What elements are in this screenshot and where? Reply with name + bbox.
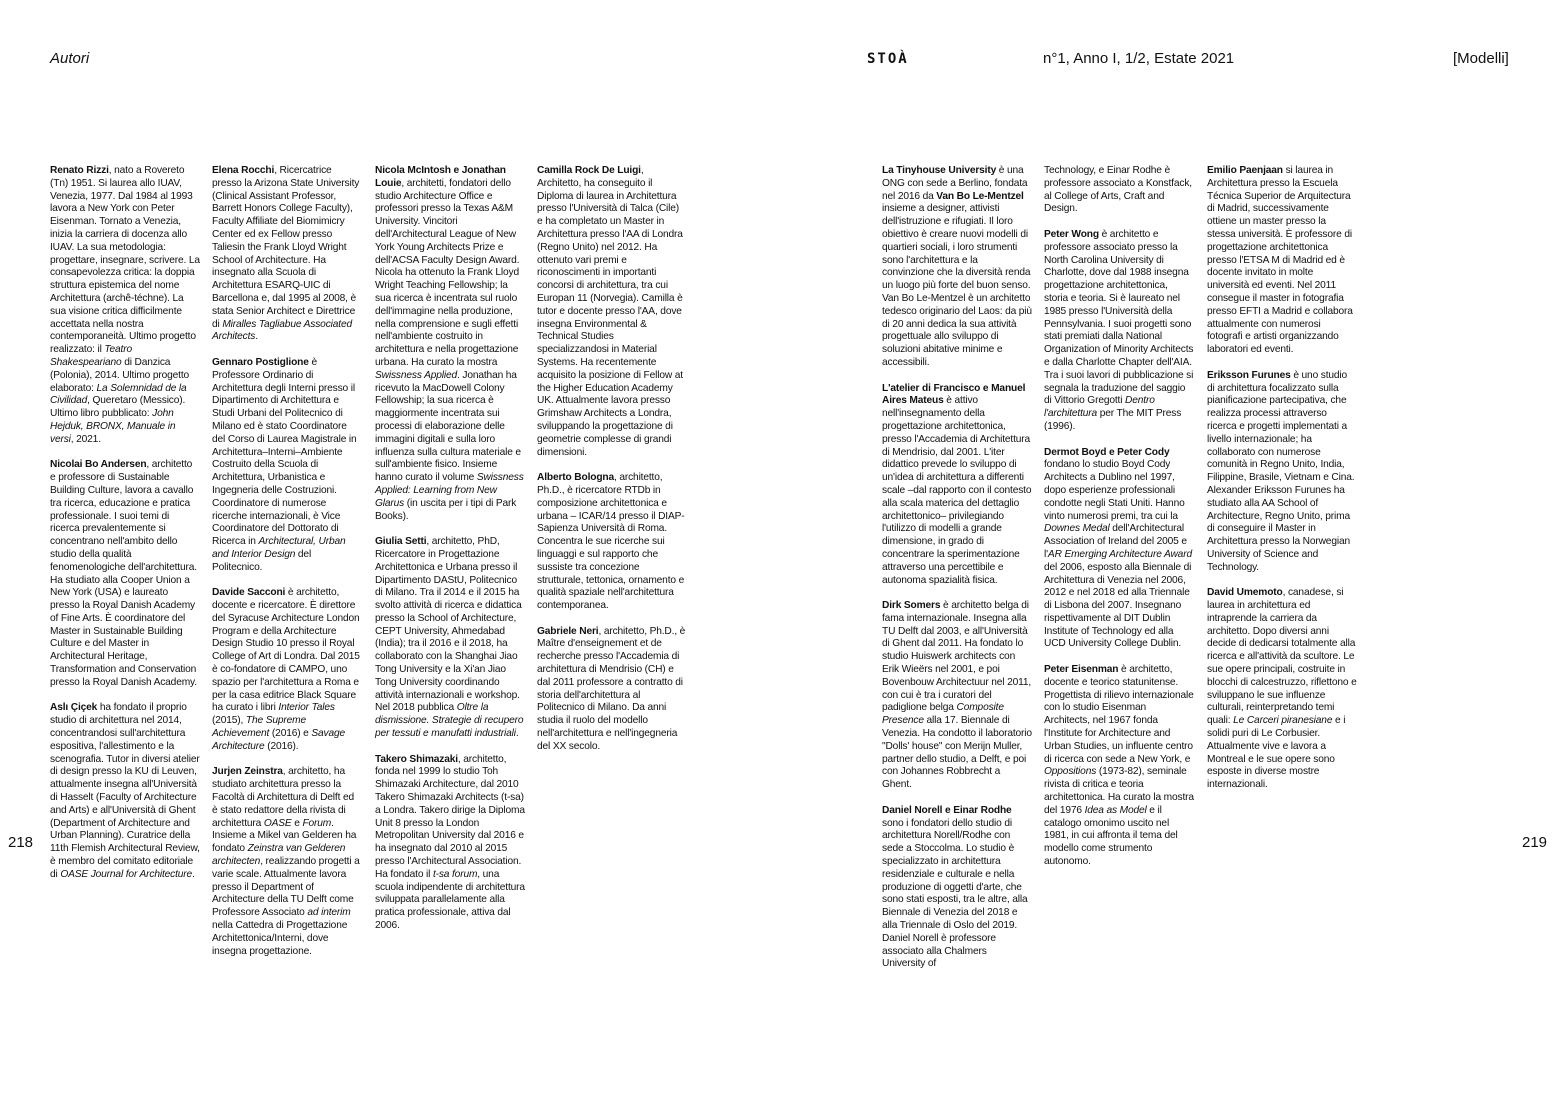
- bio-text: , una scuola indipendente di architettura sviluppata parallelamente alla pratica professionale, attiva dal 2006.: [375, 868, 525, 932]
- text-column-2: [212, 165, 362, 971]
- section-title: Autori: [50, 50, 90, 67]
- bio-paragraph: [212, 165, 362, 344]
- author-name: Nicola McIntosh e Jonathan Louie: [375, 165, 506, 189]
- bio-paragraph: [1207, 587, 1357, 792]
- bio-text: Technology, e Einar Rodhe è professore associato a Konstfack, al College of Arts, Craft and Design.: [1044, 165, 1192, 215]
- bio-paragraph: [537, 472, 687, 613]
- title-italic: AR Emerging Architecture Award: [1047, 548, 1192, 560]
- bio-text: di Danzica (Polonia), 2014. Ultimo progetto elaborato:: [50, 356, 190, 394]
- bio-text: e i solidi puri di Le Corbusier. Attualmente vive e lavora a Montreal e le sue opere sono esposte in diverse mostre internazionali.: [1207, 715, 1346, 791]
- page-number-right: 219: [1522, 834, 1548, 851]
- title-italic: Savage Architecture: [212, 728, 346, 752]
- author-name: La Tinyhouse University: [882, 165, 997, 176]
- title-italic: Swissness Applied: [375, 369, 458, 381]
- author-name: Gennaro Postiglione: [212, 356, 309, 368]
- bio-paragraph: [537, 165, 687, 459]
- title-italic: Teatro Shakespeariano: [50, 344, 132, 368]
- text-column-4: [537, 165, 687, 766]
- title-italic: Architectural, Urban and Interior Design: [212, 536, 346, 560]
- bio-text: , Queretaro (Messico). Ultimo libro pubblicato:: [50, 395, 186, 420]
- bio-text: , canadese, si laurea in architettura ed intraprende la carriera da architetto. Dopo diversi anni decide di dedicarsi totalmente alla ricerca e all'attività da scultore. Le sue opere principali, costruite in blocchi di calcestruzzo, riflettono e sviluppano le sue influenze culturali, reinterpretando temi quali:: [1207, 587, 1357, 727]
- bio-text: alla 17. Biennale di Venezia. Ha condotto il laboratorio "Dolls' house" con Merijn Muller, partner dello studio, a Delft, e poi con Johannes Robbrecht a Ghent.: [882, 715, 1032, 791]
- title-italic: Dentro l'architettura: [1044, 395, 1155, 420]
- bio-text: dell'Architectural Association of Ireland del 2005 e l': [1044, 523, 1187, 560]
- bio-text: .: [255, 331, 258, 343]
- author-name: Takero Shimazaki: [375, 753, 458, 765]
- bio-text: è architetto, docente e ricercatore. È direttore del Syracuse Architecture London Program e della Architecture Design Studio 10 presso il Royal College of Art di Londra. Dal 2015 è co-fondatore di CAMPO, uno spazio per l'architettura a Roma e per la casa editrice Black Square ha curato i libri: [212, 587, 360, 714]
- text-column-7: [1207, 165, 1357, 805]
- bio-text: è Professore Ordinario di Architettura degli Interni presso il Dipartimento di Architettura e Studi Urbani del Politecnico di Milano ed è stato Coordinatore del Corso di Laurea Magistrale in Architettura–Interni–Ambiente Costruito della Scuola di Architettura, Urbanistica e Ingegneria delle Costruzioni. Coordinatore di numerose ricerche internazionali, è Vice Coordinatore del Dottorato di Ricerca in: [212, 356, 357, 548]
- title-italic: Downes Medal: [1044, 523, 1110, 535]
- bio-paragraph: [375, 536, 525, 741]
- bio-text: , architetto, fonda nel 1999 lo studio Toh Shimazaki Architecture, dal 2010 Takero Shimazaki Architects (t-sa) a Londra. Takero dirige la Diploma Unit 8 presso la London Metropolitan University dal 2016 e ha insegnato dal 2010 al 2015 presso l'Architectural Association. Ha fondato il: [375, 753, 525, 880]
- bio-text: è architetto e professore associato presso la North Carolina University di Charlotte, dove dal 1988 insegna progettazione architettonica, storia e teoria. Si è laureato nel 1985 presso l'Università della Pennsylvania. I suoi progetti sono stati premiati dalla National Organization of Minority Architects e dalla Charlotte Chapter dell'AIA. Tra i suoi lavori di pubblicazione si segnala la traduzione del saggio di Vittorio Gregotti: [1044, 228, 1194, 407]
- issue-info: n°1, Anno I, 1/2, Estate 2021: [1043, 50, 1235, 67]
- bio-text: , Ricercatrice presso la Arizona State University (Clinical Assistant Professor, Barrett Honors College Faculty), Faculty Affiliate del Biomimicry Center ed ex Fellow presso Taliesin the Frank Lloyd Wright School of Architecture. Ha insegnato alla Scuola di Architettura ESARQ-UIC di Barcellona e, dal 1995 al 2008, è stata Senior Architect e Direttrice di: [212, 165, 360, 330]
- bio-text: .: [192, 868, 195, 880]
- author-name: Dermot Boyd e Peter Cody: [1044, 446, 1170, 458]
- bio-text: nella Cattedra di Progettazione Architettonica/Interni, dove insegna progettazione.: [212, 920, 348, 957]
- bio-paragraph: [1207, 165, 1357, 357]
- text-column-5: [882, 165, 1032, 984]
- bio-paragraph: [375, 754, 525, 933]
- author-name: Alberto Bologna: [537, 472, 614, 484]
- title-italic: Forum: [302, 817, 332, 829]
- title-italic: Miralles Tagliabue Associated Architects: [212, 318, 352, 343]
- title-italic: OASE Journal for Architecture: [60, 868, 193, 880]
- bio-text: è uno studio di architettura focalizzato sulla pianificazione partecipativa, che realizza processi attraverso ricerca e progetti implementati a livello internazionale; ha collaborato con numerose comunità in Regno Unito, India, Filippine, Brasile, Vietnam e Cina. Alexander Eriksson Furunes ha studiato alla AA School of Architecture, Regno Unito, prima di conseguire il Master in Architettura presso la Norwegian University of Science and Technology.: [1207, 369, 1355, 573]
- bio-text: è attivo nell'insegnamento della progettazione architettonica, presso l'Accademia di Architettura di Mendrisio, dal 2001. L'iter didattico prevede lo sviluppo di un'idea di architettura a differenti scale –dal rapporto con il contesto alla scala materica del dettaglio architettonico– privilegiando l'utilizzo di modelli a grande dimensione, in grado di concentrare la sperimentazione attraverso una percettibile e autonoma spazialità fisica.: [882, 395, 1032, 586]
- bio-text: ha fondato il proprio studio di architettura nel 2014, concentrandosi sull'architettura espositiva, l'allestimento e la scenografia. Tutor in diversi atelier di design presso la KU di Leuven, attualmente insegna all'Università di Hasselt (Faculty of Architecture and Arts) e all'Università di Ghent (Department of Architecture and Urban Planning). Curatrice della 11th Flemish Architectural Review, è membro del comitato editoriale di: [50, 702, 200, 880]
- bio-text: è una ONG con sede a Berlino, fondata nel 2016 da: [882, 165, 1028, 202]
- bio-text: , architetto, ha studiato architettura presso la Facoltà di Architettura di Delft ed è stato redattore della rivista di architettura: [212, 766, 354, 829]
- title-italic: ad interim: [307, 907, 351, 919]
- bio-text: è architetto belga di fama internazionale. Insegna alla TU Delft dal 2003, e all'Università di Ghent dal 2011. Ha fondato lo studio Huiswerk architects con Erik Wieërs nel 2001, e poi Bovenbouw Architectuur nel 2011, con cui è tra i curatori del padiglione belga: [882, 600, 1032, 714]
- bio-paragraph: [212, 357, 362, 575]
- author-name: Elena Rocchi: [212, 165, 275, 176]
- bio-text: , realizzando progetti a varie scale. Attualmente lavora presso il Department of Architecture della TU Delft come Professore Associato: [212, 856, 360, 919]
- title-italic: La Solemnidad de la Civilidad: [50, 382, 187, 407]
- bio-text: (2015),: [212, 715, 246, 727]
- bio-text: (in uscita per i tipi di Park Books).: [375, 497, 517, 522]
- author-name: Peter Wong: [1044, 228, 1099, 240]
- title-italic: Oltre la dismissione. Strategie di recupero per tessuti e manufatti industriali: [375, 702, 524, 740]
- title-italic: Composite Presence: [882, 702, 1004, 727]
- text-column-3: [375, 165, 525, 946]
- bio-paragraph: [1044, 664, 1194, 869]
- bio-text: , 2021.: [70, 433, 101, 445]
- author-name: Van Bo Le-Mentzel: [936, 190, 1024, 202]
- bio-paragraph: [50, 165, 200, 447]
- bio-paragraph: [50, 702, 200, 881]
- bio-text: del Politecnico.: [212, 548, 312, 573]
- author-name: Emilio Paenjaan: [1207, 165, 1283, 176]
- bio-text: si laurea in Architettura presso la Escuela Técnica Superior de Arquitectura di Madrid, successivamente ottiene un master presso la stessa università. È professore di progettazione architettonica presso l'ETSA M di Madrid ed è docente invitato in molte università ed eventi. Nel 2011 consegue il master in fotografia presso EFTI a Madrid e collabora attualmente con numerosi fotografi e artisti organizzando laboratori ed eventi.: [1207, 165, 1353, 356]
- bio-text: , nato a Rovereto (Tn) 1951. Si laurea allo IUAV, Venezia, 1977. Dal 1984 al 1993 lavora a New York con Peter Eisenman. Tornato a Venezia, inizia la carriera di docenza allo IUAV. La sua metodologia: progettare, insegnare, scrivere. La consapevolezza critica: la doppia struttura epistemica del nome Architettura (archê-téchne). La sua visione critica difficilmente accettata nella nostra contemporaneità. Ultimo progetto realizzato: il: [50, 165, 200, 356]
- bio-text: e: [291, 817, 303, 829]
- author-name: Francisco e Manuel Aires Mateus: [882, 382, 1026, 407]
- author-name: Jurjen Zeinstra: [212, 766, 283, 778]
- bio-text: fondano lo studio Boyd Cody Architects a Dublino nel 1997, dopo esperienze professionali condotte negli Stati Uniti. Hanno vinto numerosi premi, tra cui la: [1044, 459, 1185, 522]
- bio-text: , architetto, PhD, Ricercatore in Progettazione Architettonica e Urbana presso il Dipartimento DAStU, Politecnico di Milano. Tra il 2014 e il 2015 ha svolto attività di ricerca e didattica presso la School of Architecture, CEPT University, Ahmedabad (India); tra il 2016 e il 2018, ha collaborato con la Shanghai Jiao Tong University e la Xi'an Jiao Tong University coordinando attività internazionali e workshop. Nel 2018 pubblica: [375, 536, 522, 714]
- text-column-6: [1044, 165, 1194, 882]
- bio-text: (1973-82), seminale rivista di critica e teoria architettonica. Ha curato la mostra del 1976: [1044, 766, 1194, 816]
- author-name: Dirk Somers: [882, 600, 941, 612]
- journal-logo: STOÀ: [867, 51, 909, 67]
- category-label: [Modelli]: [1453, 50, 1509, 67]
- bio-text: è architetto, docente e teorico statunitense. Progettista di rilievo internazionale con lo studio Eisenman Architects, nel 1967 fonda l'Institute for Architecture and Urban Studies, un influente centro di ricerca con sede a New York, e: [1044, 664, 1194, 765]
- text-column-1: [50, 165, 200, 894]
- bio-text: , architetto, Ph.D., è Maître d'enseignement et de recherche presso l'Accademia di architettura di Mendrisio (CH) e dal 2011 professore a contratto di storia dell'architettura al Politecnico di Milano. Da anni studia il ruolo del modello nell'architettura e nell'ingegneria del XX secolo.: [537, 625, 686, 752]
- bio-paragraph: [1044, 447, 1194, 652]
- bio-paragraph: [1207, 370, 1357, 575]
- bio-paragraph: [882, 383, 1032, 588]
- bio-paragraph: [882, 600, 1032, 792]
- bio-text: , architetto e professore di Sustainable Building Culture, lavora a cavallo tra ricerca, educazione e pratica professionale. I suoi temi di ricerca prevalentemente si concentrano nell'ambito dello studio della qualità fenomenologiche dell'architettura. Ha studiato alla Cooper Union a New York (USA) e laureato presso la Royal Danish Academy of Fine Arts. È coordinatore del Master in Sustainable Building Culture e del Master in Architectural Heritage, Transformation and Conservation presso la Royal Danish Academy.: [50, 459, 197, 688]
- bio-text: (2016).: [264, 740, 299, 752]
- bio-text: . Jonathan ha ricevuto la MacDowell Colony Fellowship; la sua ricerca è maggiormente incentrata sui processi di elaborazione delle immagini digitali e sulla loro influenza sulla cultura materiale e sull'ambiente fisico. Insieme hanno curato il volume: [375, 369, 521, 484]
- bio-paragraph: [882, 805, 1032, 971]
- title-italic: t-sa forum: [432, 868, 478, 880]
- bio-text: sono i fondatori dello studio di architettura Norell/Rodhe con sede a Stoccolma. Lo studio è specializzato in architettura residenziale e culturale e nella produzione di oggetti d'arte, che sono stati esposti, tra le altre, alla Biennale di Venezia del 2018 e alla Triennale di Oslo del 2019. Daniel Norell è professore associato alla Chalmers University of: [882, 817, 1028, 970]
- title-italic: Interior Tales: [278, 702, 335, 714]
- author-name: Camilla Rock De Luigi: [537, 165, 641, 176]
- bio-text: del 2006, esposto alla Biennale di Architettura di Venezia nel 2006, 2012 e nel 2018 ed alla Triennale di Lisbona del 2007. Insegnano rispettivamente al DIT Dublin Institute of Technology ed alla UCD University College Dublin.: [1044, 561, 1192, 650]
- author-name: Davide Sacconi: [212, 587, 286, 599]
- page-number-left: 218: [8, 834, 34, 851]
- bio-paragraph: [375, 165, 525, 523]
- title-italic: John Hejduk, BRONX, Manuale in versi: [50, 408, 176, 445]
- bio-text: per The MIT Press (1996).: [1044, 408, 1182, 432]
- title-italic: OASE: [263, 817, 292, 829]
- title-italic: The Supreme Achievement: [212, 715, 306, 740]
- title-italic: Idea as Model: [1084, 804, 1147, 816]
- bio-text: , architetti, fondatori dello studio Architecture Office e professori presso la Texas A&M University. Vincitori dell'Architectural League of New York Young Architects Prize e dell'ACSA Faculty Design Award. Nicola ha ottenuto la Frank Lloyd Wright Teaching Fellowship; la sua ricerca è incentrata sul ruolo dell'immagine nella produzione, nella comprensione e sugli effetti nell'ambiente costruito in architettura e nella progettazione urbana. Ha curato la mostra: [375, 177, 520, 368]
- author-name: David Umemoto: [1207, 587, 1283, 599]
- title-italic: Zeinstra van Gelderen architecten: [212, 843, 346, 868]
- bio-paragraph: [50, 459, 200, 689]
- bio-text: (2016) e: [269, 728, 312, 740]
- author-name: Gabriele Neri: [537, 625, 599, 637]
- author-name: Nicolai Bo Andersen: [50, 459, 147, 471]
- author-name: Eriksson Furunes: [1207, 369, 1291, 381]
- bio-text: e il catalogo omonimo uscito nel 1981, in cui affronta il tema del modello come strumento autonomo.: [1044, 804, 1178, 868]
- bio-paragraph: [882, 165, 1032, 370]
- bio-text: .: [515, 728, 519, 740]
- bio-text: , architetto, Ph.D., è ricercatore RTDb in composizione architettonica e urbana – ICAR/14 presso il DIAP-Sapienza Università di Roma. Concentra le sue ricerche sui linguaggi e sul rapporto che sussiste tra concezione strutturale, tettonica, ornamento e qualità spaziale nell'architettura contemporanea.: [537, 472, 685, 612]
- title-italic: Oppositions: [1044, 766, 1097, 778]
- bio-paragraph: [212, 766, 362, 958]
- author-name: L'atelier di: [882, 382, 934, 394]
- title-italic: Swissness Applied: Learning from New Glarus: [375, 472, 524, 509]
- author-name: Renato Rizzi: [50, 165, 109, 176]
- title-italic: Le Carceri piranesiane: [1233, 715, 1333, 727]
- author-name: Daniel Norell e Einar Rodhe: [882, 804, 1012, 816]
- bio-text: , Architetto, ha conseguito il Diploma di laurea in Architettura presso l'Università di Talca (Cile) e ha completato un Master in Architettura presso l'AA di Londra (Regno Unito) nel 2012. Ha ottenuto vari premi e riconoscimenti in importanti concorsi di architettura, tra cui Europan 11 (Norvegia). Camilla è tutor e docente presso l'AA, dove insegna Environmental & Technical Studies specializzandosi in Material Systems. Ha recentemente acquisito la posizione di Fellow at the Higher Education Academy UK. Attualmente lavora presso Grimshaw Architects a Londra, sviluppando la progettazione di geometrie complesse di grandi dimensioni.: [537, 165, 683, 458]
- bio-paragraph: [1044, 229, 1194, 434]
- author-name: Peter Eisenman: [1044, 664, 1119, 676]
- bio-paragraph: [212, 587, 362, 753]
- author-name: Giulia Setti: [375, 536, 427, 548]
- bio-text: . Insieme a Mikel van Gelderen ha fondato: [212, 817, 357, 855]
- author-name: Aslı Çiçek: [50, 702, 98, 714]
- bio-paragraph: [1044, 165, 1194, 216]
- bio-text: insieme a designer, attivisti dell'istruzione e rifugiati. Il loro obiettivo è creare nuovi modelli di quartieri sociali, i loro strumenti sono l'architettura e la convinzione che la diversità renda un luogo più forte del buon senso. Van Bo Le-Mentzel è un architetto tedesco originario del Laos: da più di 20 anni dedica la sua attività progettuale allo sviluppo di soluzioni abitative minime e accessibili.: [882, 203, 1032, 368]
- bio-paragraph: [537, 626, 687, 754]
